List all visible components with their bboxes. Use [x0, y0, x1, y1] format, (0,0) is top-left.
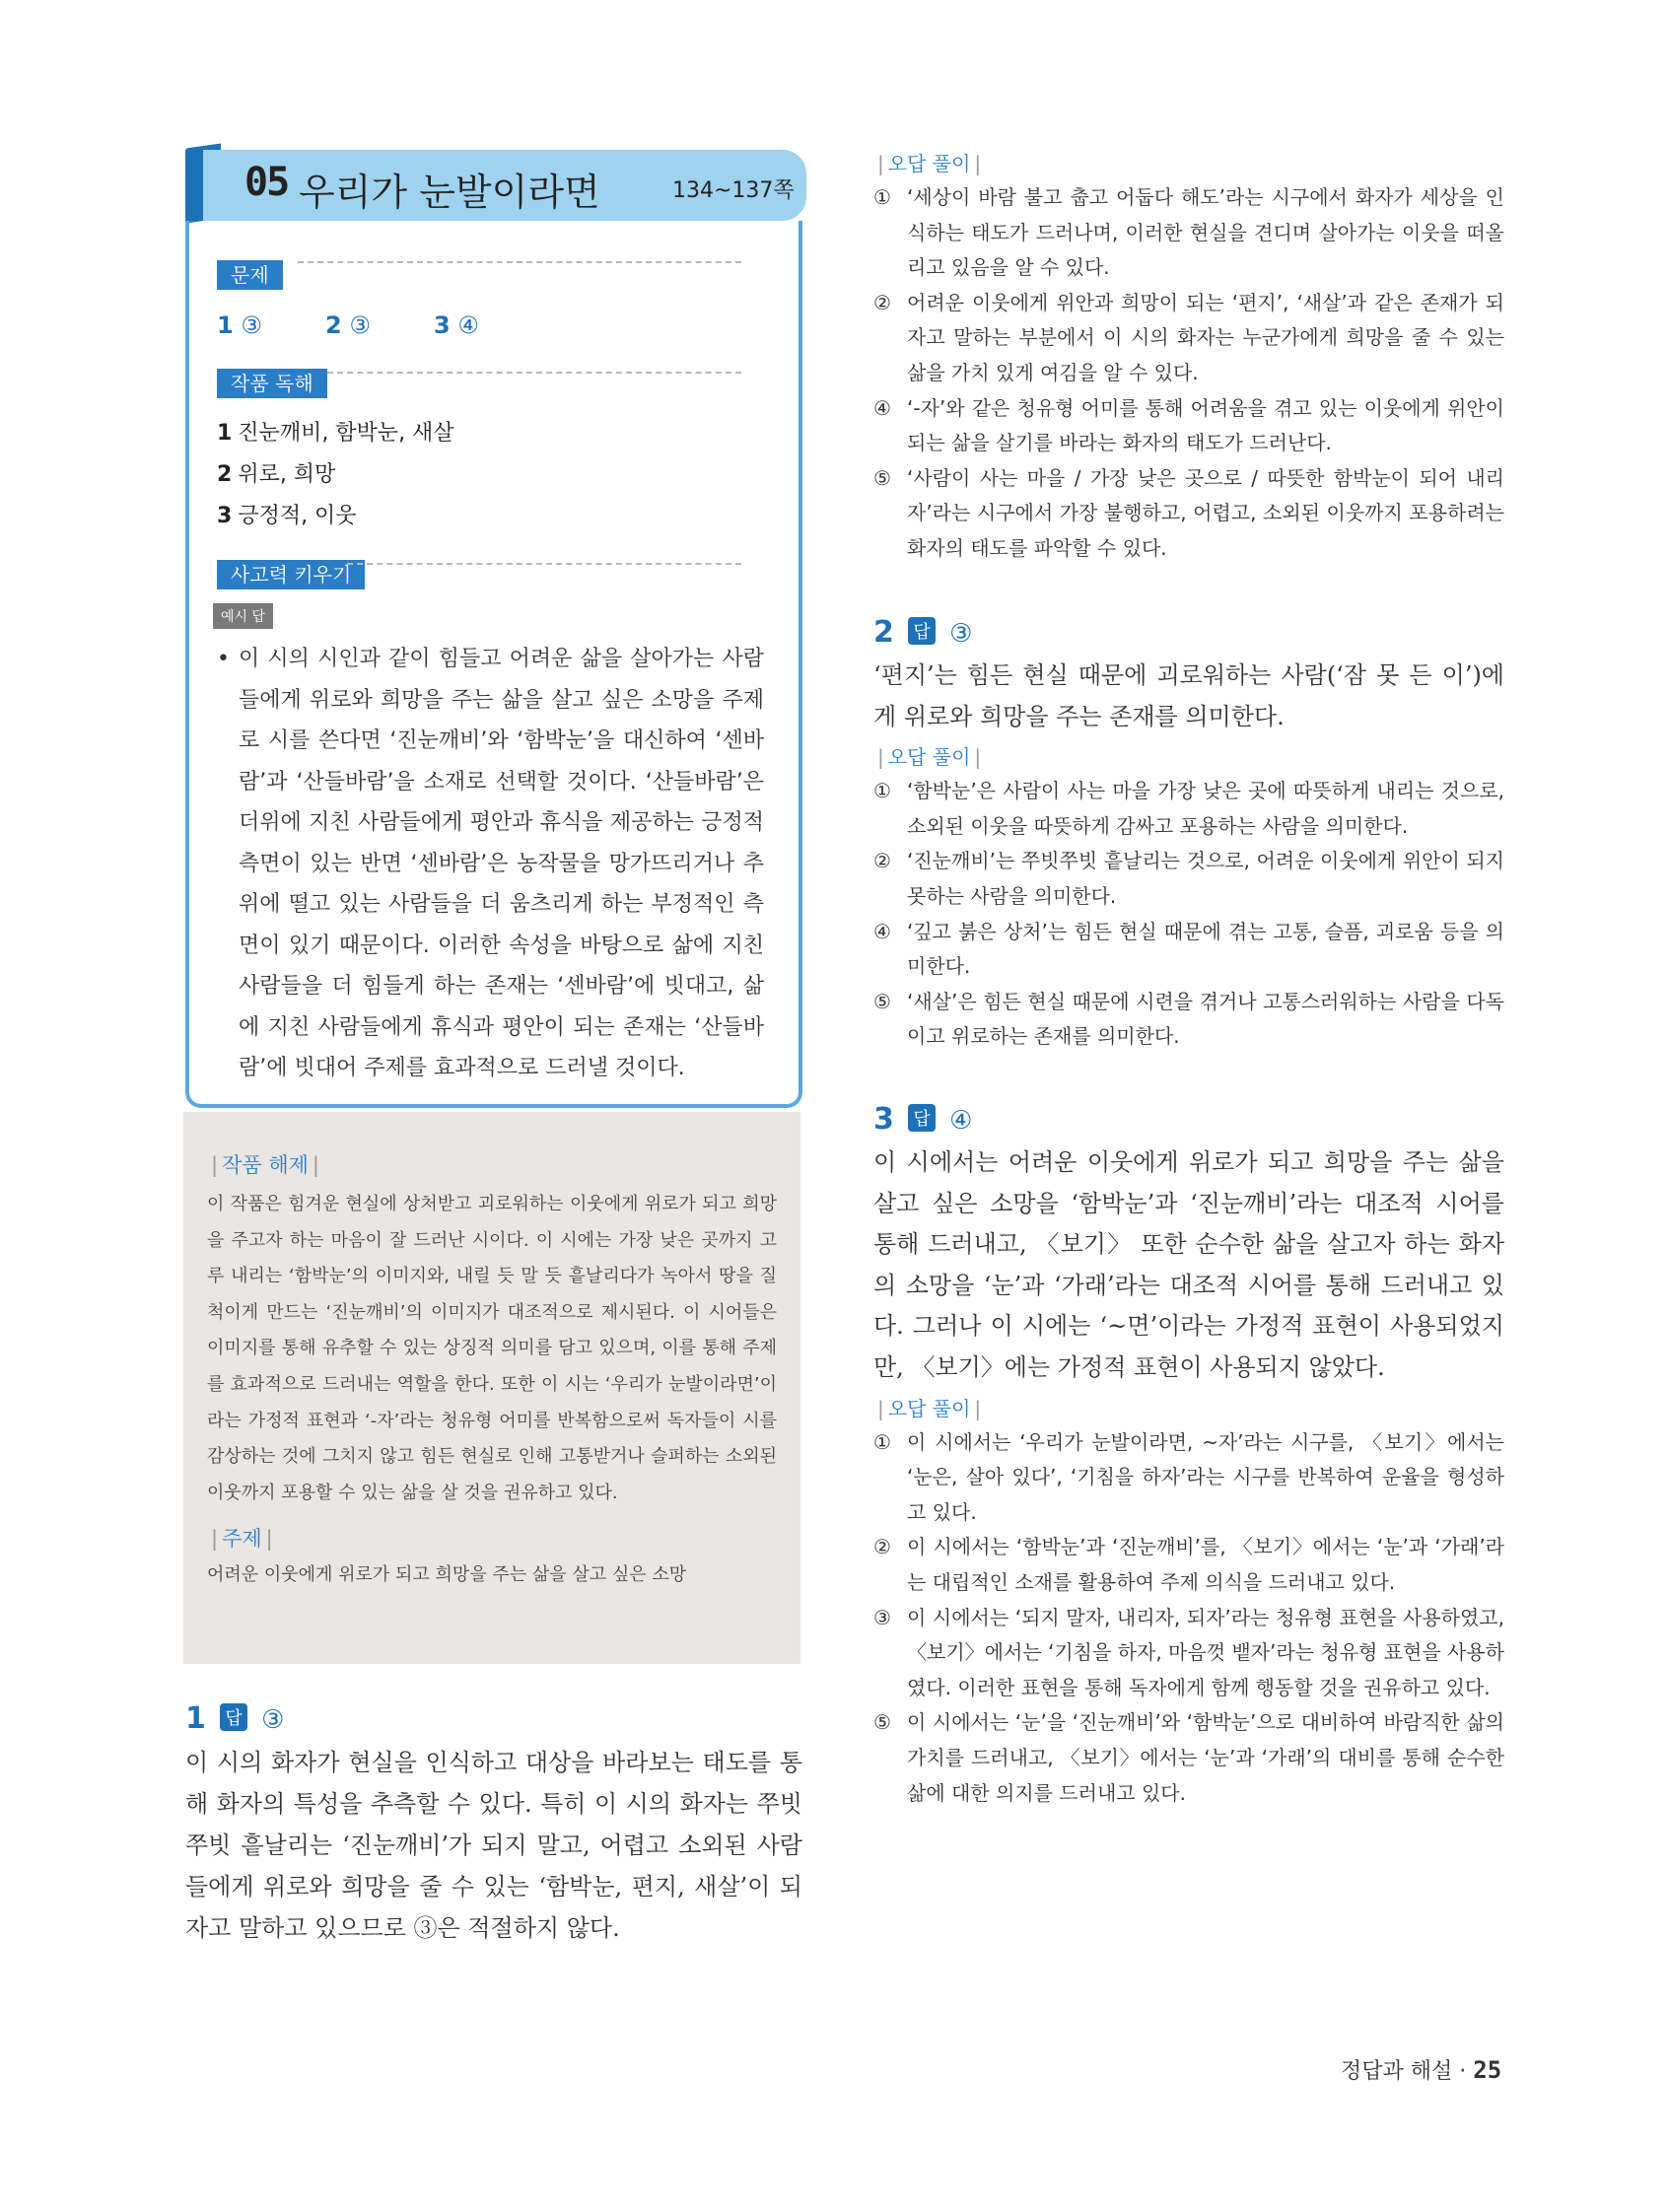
q3-explanation-text: 이 시에서는 어려운 이웃에게 위로가 되고 희망을 주는 삶을 살고 싶은 소망을 ‘함박눈’과 ‘진눈깨비’라는 대조적 시어를 통해 드러내고, 〈보기〉 또한 순수한 삶을 살고자 하는 화자의 소망을 ‘눈’과 ‘가래’라는 대조적 시어를 통해 드러내고 있다. 그러나 이 시에는 ‘~면’이라는 가정적 표현이 사용되었지만, 〈보기〉에는 가정적 표현이 사용되지 않았다. — [873, 1148, 1504, 1381]
reading-answer: 3 긍정적, 이웃 — [217, 504, 357, 528]
problem-answer: 1 ③ — [217, 311, 262, 339]
reading-answer: 1 진눈깨비, 함박눈, 새살 — [217, 421, 454, 446]
lesson-pages: 134~137쪽 — [672, 178, 795, 203]
reading-answer: 2 위로, 희망 — [217, 462, 336, 487]
work-analysis-box — [183, 1112, 800, 1664]
wrong-answer-heading: | 오답 풀이 | — [877, 1396, 982, 1420]
wrong-answer-item: ③ 이 시에서는 ‘되지 말자, 내리자, 되자’라는 청유형 표현을 사용하였고, 〈보기〉에서는 ‘기침을 하자, 마음껏 뱉자’라는 청유형 표현을 사용하였다. 이러한 표현을 통해 독자에게 함께 행동할 것을 권유하고 있다. — [873, 1605, 1504, 1699]
q1-wrong-answers — [873, 148, 1504, 567]
lesson-title: 우리가 눈발이라면 — [299, 171, 600, 214]
thinking-label: 사고력 키우기 — [217, 560, 365, 589]
answer-summary-box — [185, 221, 802, 1108]
theme-heading: | 주제 | — [211, 1527, 273, 1552]
wrong-answer-heading: | 오답 풀이 | — [877, 152, 982, 175]
wrong-answer-item: ② ‘진눈깨비’는 쭈빗쭈빗 흩날리는 것으로, 어려운 이웃에게 위안이 되지 못하는 사람을 의미한다. — [873, 849, 1504, 908]
theme-text: 어려운 이웃에게 위로가 되고 희망을 주는 삶을 살고 싶은 소망 — [207, 1564, 687, 1586]
lesson-title-banner — [185, 126, 806, 225]
q1-explanation-text: 이 시의 화자가 현실을 인식하고 대상을 바라보는 태도를 통해 화자의 특성을 추측할 수 있다. 특히 이 시의 화자는 쭈빗쭈빗 흩날리는 ‘진눈깨비’가 되지 말고, 어렵고 소외된 사람들에게 위로와 희망을 줄 수 있는 ‘함박눈, 편지, 새살’이 되자고 말하고 있으므로 ③은 적절하지 않다. — [185, 1749, 802, 1942]
example-answer-text: • 이 시의 시인과 같이 힘들고 어려운 삶을 살아가는 사람들에게 위로와 희망을 주는 삶을 살고 싶은 소망을 주제로 시를 쓴다면 ‘진눈깨비’와 ‘함박눈’을 대신하여 ‘센바람’과 ‘산들바람’을 소재로 선택할 것이다. ‘산들바람’은 더위에 지친 사람들에게 평안과 휴식을 제공하는 긍정적 측면이 있는 반면 ‘센바람’은 농작물을 망가뜨리거나 추위에 떨고 있는 사람들을 더 움츠리게 하는 부정적인 측면이 있기 때문이다. 이러한 속성을 바탕으로 삶에 지친 사람들을 더 힘들게 하는 존재는 ‘센바람’에 빗대고, 삶에 지친 사람들에게 휴식과 평안이 되는 존재는 ‘산들바람’에 빗대어 주제를 효과적으로 드러낼 것이다. — [217, 639, 764, 1089]
wrong-answer-item: ⑤ ‘사람이 사는 마을 / 가장 낮은 곳으로 / 따뜻한 함박눈이 되어 내리자’라는 시구에서 가장 불행하고, 어렵고, 소외된 이웃까지 포용하려는 화자의 태도를 파악할 수 있다. — [873, 465, 1504, 560]
wrong-answer-item: ① 이 시에서는 ‘우리가 눈발이라면, ~자’라는 시구를, 〈보기〉에서는 ‘눈은, 살아 있다’, ‘기침을 하자’라는 시구를 반복하여 운율을 형성하고 있다. — [873, 1429, 1504, 1524]
wrong-answer-heading: | 오답 풀이 | — [877, 745, 982, 770]
reading-label: 작품 독해 — [217, 369, 327, 398]
q2-explanation-text: ‘편지’는 힘든 현실 때문에 괴로워하는 사람(‘잠 못 든 이’)에게 위로와 희망을 주는 존재를 의미한다. — [873, 661, 1504, 730]
lesson-number: 05 — [244, 160, 289, 205]
footer-dot: · — [1459, 2059, 1467, 2084]
wrong-answer-item: ② 어려운 이웃에게 위안과 희망이 되는 ‘편지’, ‘새살’과 같은 존재가 되자고 말하는 부분에서 이 시의 화자는 누군가에게 희망을 줄 수 있는 삶을 가치 있게 여김을 알 수 있다. — [873, 290, 1504, 384]
q3-answer-heading: 3 답 ④ — [873, 1102, 973, 1137]
wrong-answer-item: ② 이 시에서는 ‘함박눈’과 ‘진눈깨비’를, 〈보기〉에서는 ‘눈’과 ‘가래’라는 대립적인 소재를 활용하여 주제 의식을 드러내고 있다. — [873, 1535, 1504, 1594]
divider — [298, 261, 741, 263]
analysis-heading: | 작품 해제 | — [211, 1153, 319, 1177]
problems-label: 문제 — [217, 260, 283, 290]
example-answer-tag: 예시 답 — [213, 603, 273, 629]
wrong-answer-item: ④ ‘-자’와 같은 청유형 어미를 통해 어려움을 겪고 있는 이웃에게 위안이 되는 삶을 살기를 바라는 화자의 태도가 드러난다. — [873, 395, 1504, 455]
page-number: 25 — [1473, 2056, 1502, 2084]
wrong-answer-item: ④ ‘깊고 붉은 상처’는 힘든 현실 때문에 겪는 고통, 슬픔, 괴로움 등을 의미한다. — [873, 919, 1504, 979]
analysis-text: 이 작품은 힘겨운 현실에 상처받고 괴로워하는 이웃에게 위로가 되고 희망을 주고자 하는 마음이 잘 드러난 시이다. 이 시에는 가장 낮은 곳까지 고루 내리는 ‘함박눈’의 이미지와, 내릴 듯 말 듯 흩날리다가 녹아서 땅을 질척이게 만드는 ‘진눈깨비’의 이미지가 대조적으로 제시된다. 이 시어들은 이미지를 통해 유추할 수 있는 상징적 의미를 담고 있으며, 이를 통해 주제를 효과적으로 드러내는 역할을 한다. 또한 이 시는 ‘우리가 눈발이라면’이라는 가정적 표현과 ‘-자’라는 청유형 어미를 반복함으로써 독자들이 시를 감상하는 것에 그치지 않고 힘든 현실로 인해 고통받거나 슬퍼하는 소외된 이웃까지 포용할 수 있는 삶을 살 것을 권유하고 있다. — [207, 1194, 777, 1503]
divider — [347, 563, 741, 565]
wrong-answer-item: ① ‘함박눈’은 사람이 사는 마을 가장 낮은 곳에 따뜻하게 내리는 것으로, 소외된 이웃을 따뜻하게 감싸고 포용하는 사람을 의미한다. — [873, 779, 1504, 838]
problem-answer: 3 ④ — [434, 311, 479, 339]
q2-explanation — [873, 615, 1504, 1055]
wrong-answer-item: ⑤ ‘새살’은 힘든 현실 때문에 시련을 겪거나 고통스러워하는 사람을 다독이고 위로하는 존재를 의미한다. — [873, 989, 1504, 1049]
divider — [327, 372, 741, 374]
wrong-answer-item: ⑤ 이 시에서는 ‘눈’을 ‘진눈깨비’와 ‘함박눈’으로 대비하여 바람직한 삶의 가치를 드러내고, 〈보기〉에서는 ‘눈’과 ‘가래’의 대비를 통해 순수한 삶에 대한 의지를 드러내고 있다. — [873, 1710, 1504, 1805]
q3-explanation — [873, 1102, 1504, 1811]
q1-answer-heading: 1 답 ③ — [185, 1701, 285, 1736]
q2-answer-heading: 2 답 ③ — [873, 615, 973, 650]
wrong-answer-item: ① ‘세상이 바람 불고 춥고 어둡다 해도’라는 시구에서 화자가 세상을 인식하는 태도가 드러나며, 이러한 현실을 견디며 살아가는 이웃을 떠올리고 있음을 알 수 있다. — [873, 185, 1504, 280]
problem-answer: 2 ③ — [325, 311, 371, 339]
q1-explanation — [185, 1701, 802, 1949]
footer-label: 정답과 해설 — [1341, 2059, 1453, 2084]
page-footer — [1341, 2054, 1501, 2085]
bullet: • — [217, 647, 230, 671]
